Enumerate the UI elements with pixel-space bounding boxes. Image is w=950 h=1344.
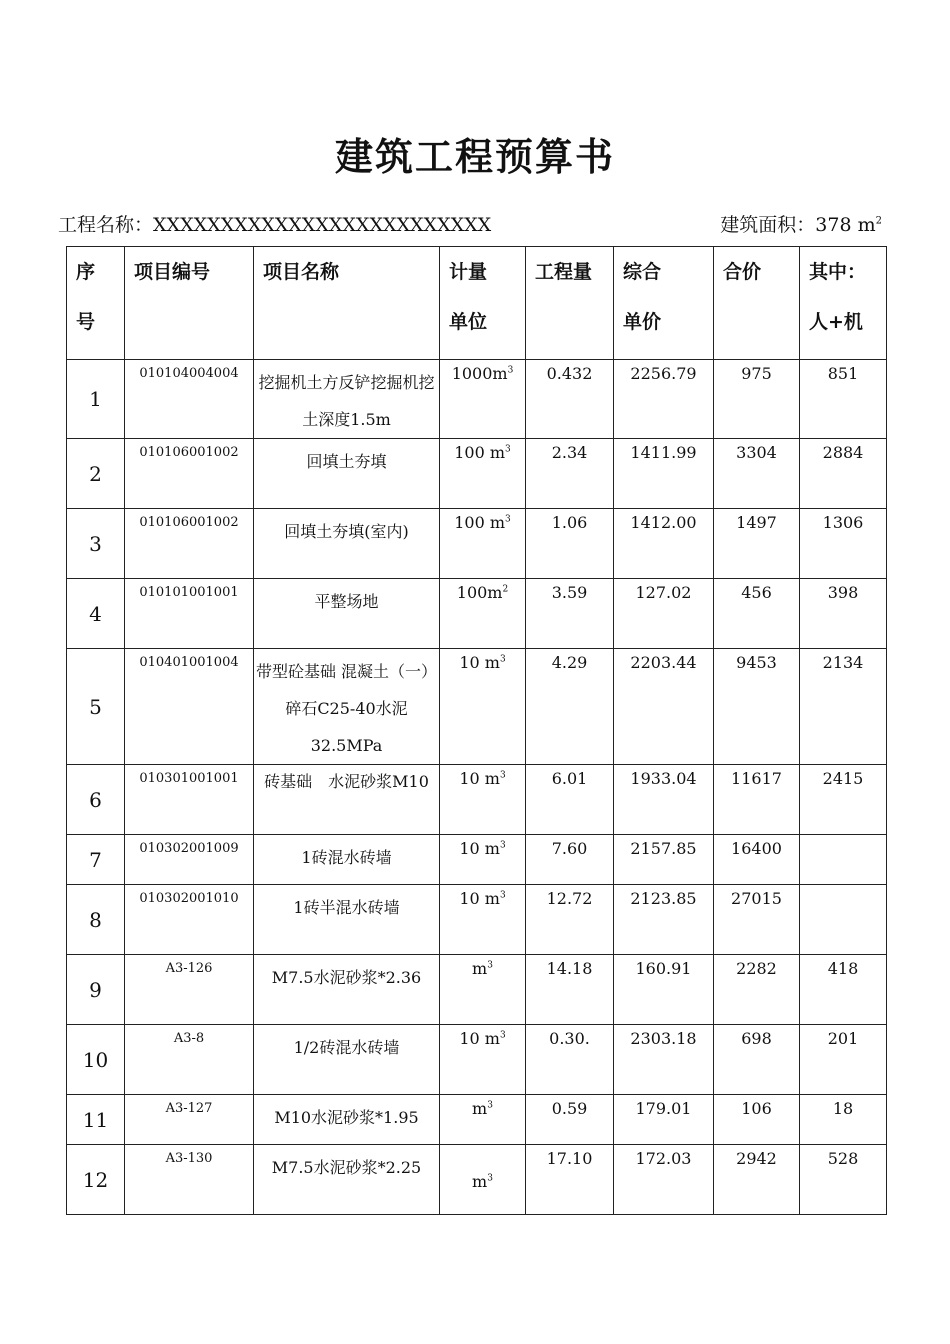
cell-labor: 528 [800, 1145, 887, 1215]
table-row [67, 835, 887, 885]
cell-unit: 100 $m^3$ [440, 439, 526, 509]
cell-seq: 1 [67, 360, 125, 439]
cell-seq: 10 [67, 1025, 125, 1095]
page-title: 建筑工程预算书 [334, 135, 615, 179]
cell-price: 2157.85 [614, 835, 714, 885]
cell-labor: 398 [800, 579, 887, 649]
cell-name: 带型砼基础 混凝土（一）碎石C25-40水泥32.5MPa [254, 649, 440, 765]
cell-qty: 14.18 [526, 955, 614, 1025]
cell-name: 1砖混水砖墙 [254, 835, 440, 885]
cell-seq: 3 [67, 509, 125, 579]
cell-labor: 418 [800, 955, 887, 1025]
table-row [67, 1025, 887, 1095]
cell-unit: $1000m^3$ [440, 360, 526, 439]
header-unit: 计量 单位 [440, 247, 526, 360]
cell-qty: 0.59 [526, 1095, 614, 1145]
cell-qty: 17.10 [526, 1145, 614, 1215]
cell-seq: 7 [67, 835, 125, 885]
cell-total: 2942 [714, 1145, 800, 1215]
cell-seq: 9 [67, 955, 125, 1025]
cell-total: 2282 [714, 955, 800, 1025]
cell-qty: 7.60 [526, 835, 614, 885]
cell-total: 698 [714, 1025, 800, 1095]
cell-labor: 851 [800, 360, 887, 439]
table-row [67, 885, 887, 955]
cell-labor: 18 [800, 1095, 887, 1145]
cell-total: 11617 [714, 765, 800, 835]
project-name-line [58, 210, 491, 237]
cell-code: A3-130 [125, 1145, 254, 1215]
cell-price: 1411.99 [614, 439, 714, 509]
cell-qty: 12.72 [526, 885, 614, 955]
header-labor: 其中： 人+机 [800, 247, 887, 360]
cell-total: 27015 [714, 885, 800, 955]
header-seq: 序 号 [67, 247, 125, 360]
cell-total: 9453 [714, 649, 800, 765]
cell-labor: 1306 [800, 509, 887, 579]
cell-qty: 4.29 [526, 649, 614, 765]
cell-qty: 3.59 [526, 579, 614, 649]
cell-code: A3-127 [125, 1095, 254, 1145]
area-unit-sup: 2 [875, 215, 882, 227]
cell-labor: 2884 [800, 439, 887, 509]
cell-seq: 12 [67, 1145, 125, 1215]
cell-seq: 11 [67, 1095, 125, 1145]
cell-labor [800, 835, 887, 885]
cell-unit: 10 $m^3$ [440, 835, 526, 885]
budget-table [66, 246, 887, 1215]
cell-unit: 100 $m^3$ [440, 509, 526, 579]
header-name: 项目名称 [254, 247, 440, 360]
cell-total: 16400 [714, 835, 800, 885]
cell-name: M7.5水泥砂浆*2.36 [254, 955, 440, 1025]
cell-code: 010401001004 [125, 649, 254, 765]
cell-code: 010301001001 [125, 765, 254, 835]
cell-total: 456 [714, 579, 800, 649]
cell-code: 010104004004 [125, 360, 254, 439]
cell-name: 回填土夯填(室内) [254, 509, 440, 579]
table-row [67, 649, 887, 765]
cell-total: 3304 [714, 439, 800, 509]
cell-price: 127.02 [614, 579, 714, 649]
cell-unit: $m^3$ [440, 955, 526, 1025]
cell-total: 106 [714, 1095, 800, 1145]
table-row [67, 360, 887, 439]
cell-unit: 10 $m^3$ [440, 765, 526, 835]
table-row [67, 439, 887, 509]
cell-unit: $m^3$ [440, 1095, 526, 1145]
table-row [67, 1145, 887, 1215]
project-name: XXXXXXXXXXXXXXXXXXXXXXXXX [153, 214, 492, 236]
table-row [67, 1095, 887, 1145]
cell-qty: 6.01 [526, 765, 614, 835]
cell-name: M7.5水泥砂浆*2.25 [254, 1145, 440, 1215]
cell-code: 010106001002 [125, 509, 254, 579]
cell-total: 975 [714, 360, 800, 439]
header-code: 项目编号 [125, 247, 254, 360]
table-header-row [67, 247, 887, 360]
cell-labor: 2415 [800, 765, 887, 835]
cell-code: 010302001009 [125, 835, 254, 885]
cell-unit: 10 $m^3$ [440, 885, 526, 955]
cell-unit: $m^3$ [440, 1145, 526, 1215]
header-price: 综合 单价 [614, 247, 714, 360]
cell-qty: 0.30. [526, 1025, 614, 1095]
cell-unit: $100m^2$ [440, 579, 526, 649]
cell-unit: 10 $m^3$ [440, 1025, 526, 1095]
cell-price: 2123.85 [614, 885, 714, 955]
cell-unit: 10 $m^3$ [440, 649, 526, 765]
project-label: 工程名称： [58, 214, 154, 236]
cell-price: 179.01 [614, 1095, 714, 1145]
cell-price: 2256.79 [614, 360, 714, 439]
building-area-line [720, 210, 882, 237]
cell-seq: 6 [67, 765, 125, 835]
cell-seq: 8 [67, 885, 125, 955]
cell-code: 010302001010 [125, 885, 254, 955]
cell-name: M10水泥砂浆*1.95 [254, 1095, 440, 1145]
cell-name: 砖基础 水泥砂浆M10 [254, 765, 440, 835]
cell-seq: 4 [67, 579, 125, 649]
header-total: 合价 [714, 247, 800, 360]
area-value: 378 m [815, 214, 876, 236]
table-row [67, 579, 887, 649]
cell-name: 1砖半混水砖墙 [254, 885, 440, 955]
cell-code: A3-8 [125, 1025, 254, 1095]
cell-price: 1412.00 [614, 509, 714, 579]
cell-price: 1933.04 [614, 765, 714, 835]
area-label: 建筑面积： [720, 214, 816, 236]
cell-price: 2203.44 [614, 649, 714, 765]
cell-labor: 201 [800, 1025, 887, 1095]
cell-name: 平整场地 [254, 579, 440, 649]
cell-code: 010106001002 [125, 439, 254, 509]
cell-labor [800, 885, 887, 955]
cell-seq: 5 [67, 649, 125, 765]
cell-price: 2303.18 [614, 1025, 714, 1095]
table-row [67, 765, 887, 835]
table-row [67, 509, 887, 579]
cell-name: 回填土夯填 [254, 439, 440, 509]
cell-name: 1/2砖混水砖墙 [254, 1025, 440, 1095]
cell-qty: 2.34 [526, 439, 614, 509]
cell-price: 160.91 [614, 955, 714, 1025]
cell-labor: 2134 [800, 649, 887, 765]
header-qty: 工程量 [526, 247, 614, 360]
table-row [67, 955, 887, 1025]
cell-price: 172.03 [614, 1145, 714, 1215]
cell-qty: 0.432 [526, 360, 614, 439]
cell-name: 挖掘机土方反铲挖掘机挖土深度1.5m [254, 360, 440, 439]
cell-qty: 1.06 [526, 509, 614, 579]
cell-code: A3-126 [125, 955, 254, 1025]
cell-seq: 2 [67, 439, 125, 509]
cell-total: 1497 [714, 509, 800, 579]
cell-code: 010101001001 [125, 579, 254, 649]
